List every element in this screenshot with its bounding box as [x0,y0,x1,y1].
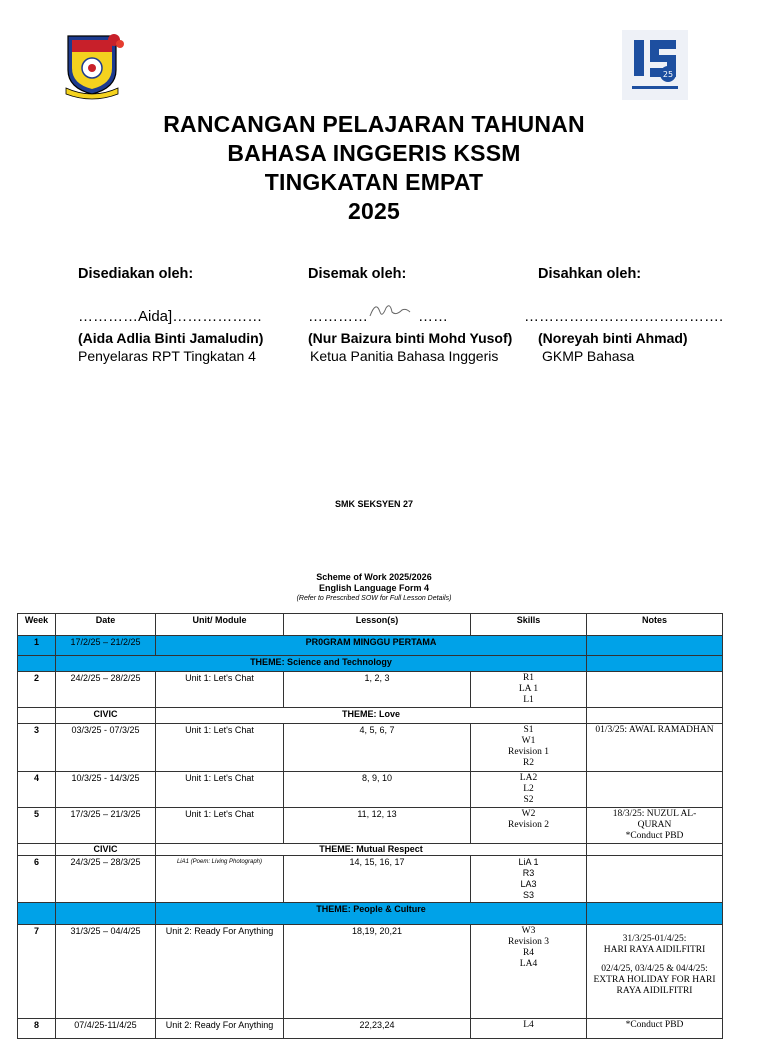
cell-week: 1 [18,636,56,656]
note-line: EXTRA HOLIDAY FOR HARI [593,975,716,985]
cell-notes [587,925,723,1019]
table-row [18,772,723,808]
skill-item: R2 [522,758,535,768]
cell-week [18,844,56,856]
cell-civic: CIVIC [56,708,156,724]
skill-item: S3 [522,890,534,900]
table-row [18,844,723,856]
cell-theme: THEME: Mutual Respect [156,844,587,856]
cell-unit: Unit 1: Let's Chat [156,808,284,844]
cell-program: PR0GRAM MINGGU PERTAMA [156,636,587,656]
cell-week: 2 [18,672,56,708]
header-unit: Unit/ Module [156,614,284,636]
skill-item: LA2 [519,773,538,783]
skill-item: W3 [521,926,536,936]
cell-unit: Unit 2: Ready For Anything [156,925,284,1019]
title-line: RANCANGAN PELAJARAN TAHUNAN [163,111,585,137]
note-line: 02/4/25, 03/4/25 & 04/4/25: [601,964,708,974]
skill-item: S1 [523,725,534,735]
cell-notes [587,672,723,708]
signatory-role: Ketua Panitia Bahasa Inggeris [310,348,499,364]
signatory-name: (Noreyah binti Ahmad) [538,330,688,346]
document-title [0,110,748,226]
cell-skills [471,772,587,808]
signatory-heading: Disemak oleh: [308,266,407,282]
cell-date: 31/3/25 – 04/4/25 [56,925,156,1019]
note-line: *Conduct PBD [625,1020,684,1030]
cell-week: 6 [18,856,56,903]
cell-week [18,656,56,672]
cell-week: 3 [18,724,56,772]
cell-notes [587,772,723,808]
note-line: RAYA AIDILFITRI [616,986,693,996]
table-row [18,656,723,672]
skill-item: R3 [522,868,535,878]
cell-date: 07/4/25-11/4/25 [56,1019,156,1039]
skill-item: Revision 3 [508,937,549,947]
skill-item: R1 [522,673,535,683]
note-line: 18/3/25: NUZUL AL- [612,809,697,819]
cell-theme: THEME: People & Culture [156,903,587,925]
cell-lessons: 1, 2, 3 [284,672,471,708]
header-lessons: Lesson(s) [284,614,471,636]
cell-notes [587,808,723,844]
cell-lessons: 22,23,24 [284,1019,471,1039]
cell-date: 24/2/25 – 28/2/25 [56,672,156,708]
skill-item: S2 [523,795,534,805]
cell-week [18,903,56,925]
cell-notes [587,903,723,925]
school-crest-logo [62,30,122,98]
cell-notes [587,844,723,856]
scheme-heading [0,572,748,603]
signatory-prepared [78,266,263,364]
skill-item: R4 [522,948,535,958]
cell-notes [587,708,723,724]
cell-lessons: 8, 9, 10 [284,772,471,808]
cell-lessons: 11, 12, 13 [284,808,471,844]
cell-skills [471,724,587,772]
skill-item: LA 1 [518,684,539,694]
skill-item: LiA 1 [518,857,539,867]
skill-item: L4 [523,1020,534,1030]
scheme-note: (Refer to Prescribed SOW for Full Lesson Details) [296,595,452,602]
skill-item: LA4 [519,959,538,969]
cell-unit: LiA1 (Poem: Living Photograph) [156,856,284,903]
header-notes: Notes [587,614,723,636]
table-row [18,636,723,656]
cell-skills [471,672,587,708]
cell-civic: CIVIC [56,844,156,856]
skill-item: W1 [521,736,536,746]
table-row [18,672,723,708]
cell-date: 17/2/25 – 21/2/25 [56,636,156,656]
signature-line-dots: ………… …… [308,308,449,325]
title-line: BAHASA INGGERIS KSSM [227,140,521,166]
cell-theme: THEME: Love [156,708,587,724]
cell-lessons: 14, 15, 16, 17 [284,856,471,903]
handwritten-signature [364,298,414,322]
signatory-approved [524,266,724,364]
cell-unit: Unit 1: Let's Chat [156,772,284,808]
signatory-role: Penyelaras RPT Tingkatan 4 [78,348,256,364]
note-spacer [589,926,720,934]
scheme-of-work-table [17,613,723,1039]
skill-item: LA3 [520,879,537,889]
signatory-heading: Disediakan oleh: [78,266,194,282]
table-row [18,1019,723,1039]
svg-text:25: 25 [662,70,674,79]
table-row [18,903,723,925]
note-line: QURAN [637,820,672,830]
cell-notes [587,656,723,672]
cell-theme: THEME: Science and Technology [56,656,587,672]
header-skills: Skills [471,614,587,636]
cell-notes [587,636,723,656]
cell-lessons: 18,19, 20,21 [284,925,471,1019]
cell-unit: Unit 1: Let's Chat [156,672,284,708]
table-row [18,808,723,844]
cell-date: 03/3/25 - 07/3/25 [56,724,156,772]
organization-logo [622,30,688,100]
cell-date: 24/3/25 – 28/3/25 [56,856,156,903]
cell-lessons: 4, 5, 6, 7 [284,724,471,772]
skill-item: L1 [523,695,534,705]
cell-week: 7 [18,925,56,1019]
cell-skills [471,856,587,903]
cell-date: 10/3/25 - 14/3/25 [56,772,156,808]
scheme-title: Scheme of Work 2025/2026 [316,572,432,582]
cell-week [18,708,56,724]
cell-unit: Unit 2: Ready For Anything [156,1019,284,1039]
signature-line [308,308,512,330]
table-header-row [18,614,723,636]
cell-week: 5 [18,808,56,844]
header-date: Date [56,614,156,636]
note-line: 31/3/25-01/4/25: [622,934,687,944]
skill-item: L2 [523,784,534,794]
cell-skills [471,925,587,1019]
skill-item: Revision 2 [508,820,549,830]
cell-date: 17/3/25 – 21/3/25 [56,808,156,844]
title-line: 2025 [348,198,400,224]
cell-week: 8 [18,1019,56,1039]
skill-item: W2 [521,809,536,819]
skill-item: Revision 1 [508,747,549,757]
title-line: TINGKATAN EMPAT [264,169,484,195]
signatory-heading: Disahkan oleh: [538,266,642,282]
signatory-reviewed [308,266,512,364]
signature-line: …………………………………. [524,308,724,325]
cell-week: 4 [18,772,56,808]
cell-skills [471,1019,587,1039]
table-row [18,856,723,903]
cell-notes [587,724,723,772]
signatory-name: (Aida Adlia Binti Jamaludin) [78,330,264,346]
cell-notes [587,1019,723,1039]
cell-date [56,903,156,925]
signatory-name: (Nur Baizura binti Mohd Yusof) [308,330,513,346]
table-row [18,724,723,772]
table-row [18,925,723,1019]
signature-line: …………Aida]……………… [78,308,263,325]
scheme-subtitle: English Language Form 4 [318,583,429,593]
cell-skills [471,808,587,844]
cell-unit: Unit 1: Let's Chat [156,724,284,772]
note-spacer [589,956,720,964]
signatory-role: GKMP Bahasa [542,348,635,364]
note-line: HARI RAYA AIDILFITRI [603,945,706,955]
note-line: *Conduct PBD [625,831,684,841]
cell-notes [587,856,723,903]
table-row [18,708,723,724]
note-line: 01/3/25: AWAL RAMADHAN [595,725,714,735]
school-name: SMK SEKSYEN 27 [334,499,414,509]
header-week: Week [18,614,56,636]
